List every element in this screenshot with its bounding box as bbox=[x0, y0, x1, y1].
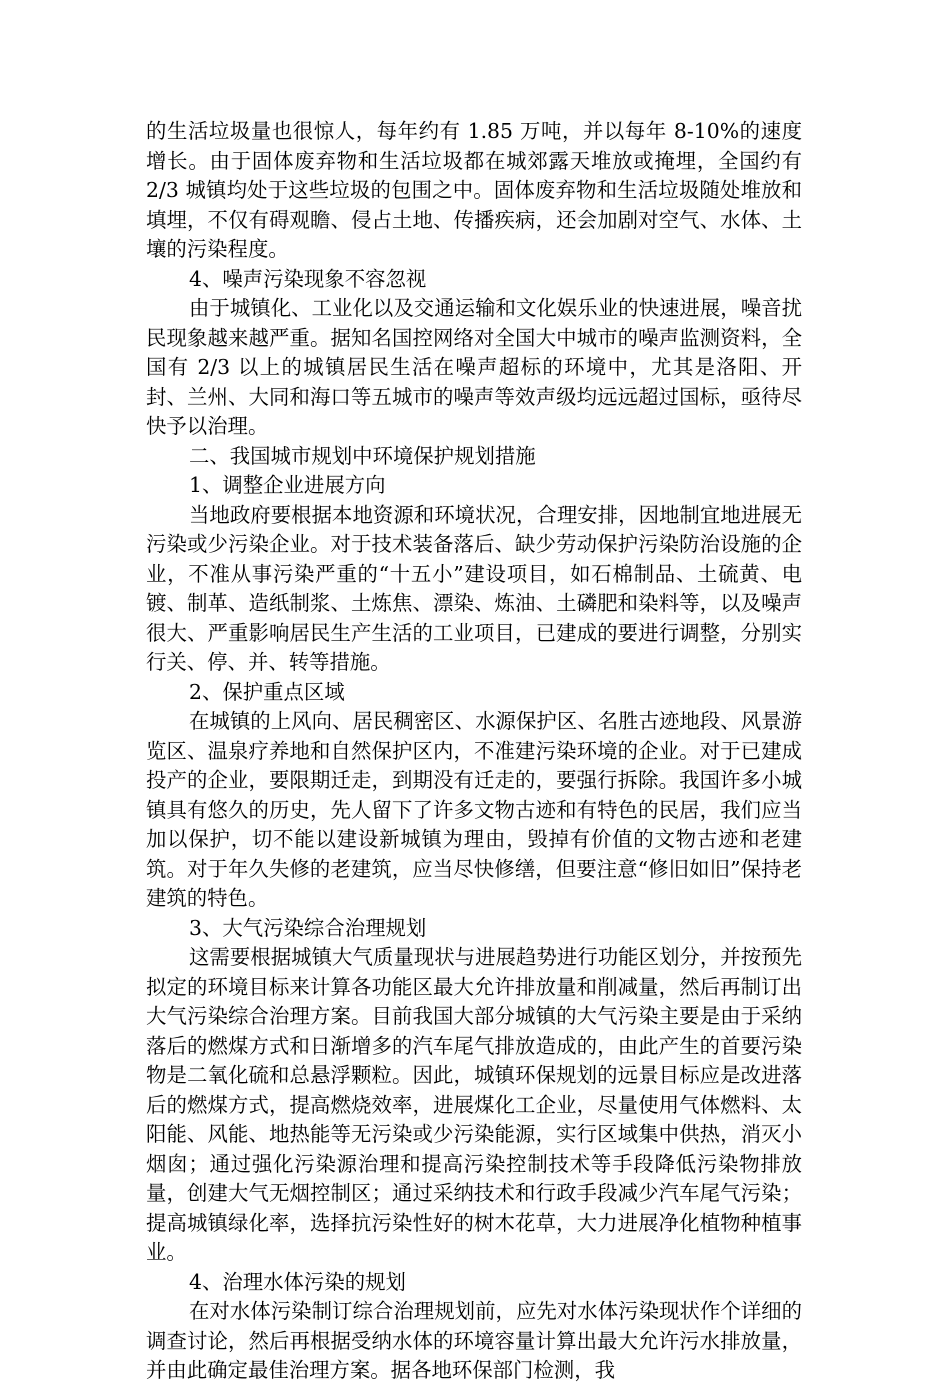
section-heading-protect-key-areas: 2、保护重点区域 bbox=[189, 679, 345, 704]
section-heading-air-pollution: 3、大气污染综合治理规划 bbox=[189, 915, 427, 940]
document-body bbox=[146, 117, 802, 1386]
paragraph-protect-key-areas: 在城镇的上风向、居民稠密区、水源保护区、名胜古迹地段、风景游览区、温泉疗养地和自然保护区内，不准建污染环境的企业。对于已建成投产的企业，要限期迁走，到期没有迁走的，要强行拆除。我国许多小城镇具有悠久的历史，先人留下了许多文物古迹和有特色的民居，我们应当加以保护，切不能以建设新城镇为理由，毁掉有价值的文物古迹和老建筑。对于年久失修的老建筑，应当尽快修缮，但要注意“修旧如旧”保持老建筑的特色。 bbox=[146, 709, 802, 910]
paragraph-solid-waste-continued: 的生活垃圾量也很惊人，每年约有 1.85 万吨，并以每年 8-10%的速度增长。由于固体废弃物和生活垃圾都在城郊露天堆放或掩埋，全国约有 2/3 城镇均处于这些垃圾的包围之中。固体废弃物和生活垃圾随处堆放和填埋，不仅有碍观瞻、侵占土地、传播疾病，还会加剧对空气、水体、土壤的污染程度。 bbox=[146, 119, 802, 261]
paragraph-noise-pollution: 由于城镇化、工业化以及交通运输和文化娱乐业的快速进展，噪音扰民现象越来越严重。据知名国控网络对全国大中城市的噪声监测资料，全国有 2/3 以上的城镇居民生活在噪声超标的环境中，尤其是洛阳、开封、兰州、大同和海口等五城市的噪声等效声级均远远超过国标，亟待尽快予以治理。 bbox=[146, 296, 802, 438]
paragraph-water-pollution: 在对水体污染制订综合治理规划前，应先对水体污染现状作个详细的调查讨论，然后再根据受纳水体的环境容量计算出最大允许污水排放量，并由此确定最佳治理方案。据各地环保部门检测，我 bbox=[146, 1299, 802, 1382]
paragraph-adjust-enterprises: 当地政府要根据本地资源和环境状况，合理安排，因地制宜地进展无污染或少污染企业。对于技术装备落后、缺少劳动保护污染防治设施的企业，不准从事污染严重的“十五小”建设项目，如石棉制品、土硫黄、电镀、制革、造纸制浆、土炼焦、漂染、炼油、土磷肥和染料等，以及噪声很大、严重影响居民生产生活的工业项目，已建成的要进行调整，分别实行关、停、并、转等措施。 bbox=[146, 502, 802, 674]
section-heading-water-pollution: 4、治理水体污染的规划 bbox=[189, 1269, 406, 1294]
paragraph-air-pollution: 这需要根据城镇大气质量现状与进展趋势进行功能区划分，并按预先拟定的环境目标来计算各功能区最大允许排放量和削减量，然后再制订出大气污染综合治理方案。目前我国大部分城镇的大气污染主要是由于采纳落后的燃煤方式和日渐增多的汽车尾气排放造成的，由此产生的首要污染物是二氧化硫和总悬浮颗粒。因此，城镇环保规划的远景目标应是改进落后的燃煤方式，提高燃烧效率，进展煤化工企业，尽量使用气体燃料、太阳能、风能、地热能等无污染或少污染能源，实行区域集中供热，消灭小烟囱；通过强化污染源治理和提高污染控制技术等手段降低污染物排放量，创建大气无烟控制区；通过采纳技术和行政手段减少汽车尾气污染；提高城镇绿化率，选择抗污染性好的树木花草，大力进展净化植物种植事业。 bbox=[146, 945, 802, 1264]
section-heading-adjust-enterprises: 1、调整企业进展方向 bbox=[189, 473, 386, 497]
chapter-heading-planning-measures: 二、我国城市规划中环境保护规划措施 bbox=[189, 443, 536, 468]
section-heading-noise-pollution: 4、噪声污染现象不容忽视 bbox=[189, 266, 427, 291]
